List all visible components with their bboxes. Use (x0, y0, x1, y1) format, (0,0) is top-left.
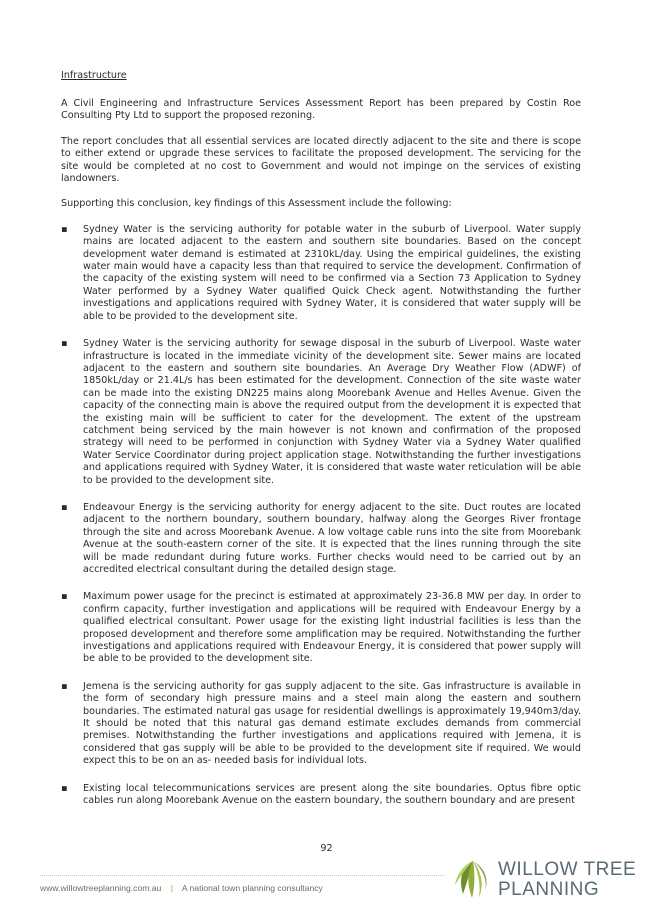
bullet-marker: ▪ (61, 223, 68, 235)
willow-tree-planning-logo (451, 858, 637, 902)
section-heading: Infrastructure (61, 70, 127, 81)
bullet-marker: ▪ (61, 501, 68, 513)
bullet-marker: ▪ (61, 680, 68, 692)
footer-info (40, 883, 323, 893)
finding-sewage (61, 338, 581, 487)
bullet-marker: ▪ (61, 591, 68, 603)
finding-power-usage (61, 591, 581, 665)
footer-tagline: A national town planning consultancy (181, 883, 323, 893)
finding-potable-water (61, 224, 581, 323)
finding-text: Endeavour Energy is the servicing authority for energy adjacent to the site. Duct routes are located adjacent to the northern boundary, southern boundary, halfway along the Georges River frontage through the site and across Moorebank Avenue. A low voltage cable runs into the site from Moorebank Avenue at the south-eastern corner of the site. It is expected that the lines running through the site will be made redundant during future works. Further checks would need to be carried out by an accredited electrical consultant during the detailed design stage. (83, 501, 581, 575)
finding-gas (61, 681, 581, 768)
footer-divider (40, 875, 445, 876)
findings-intro-paragraph: Supporting this conclusion, key findings of this Assessment include the following: (61, 198, 452, 210)
logo-line-1: WILLOW TREE (498, 859, 637, 880)
finding-text: Jemena is the servicing authority for gas supply adjacent to the site. Gas infrastructure is available in the form of secondary high pressure mains and a steel main along the eastern and southern boundaries. The estimated natural gas usage for residential dwellings is approximately 19,940m3/day. It should be noted that this natural gas demand estimate excludes demands from commercial premises. Notwithstanding the further investigations and applications required with Jemena, it is considered that gas supply will be able to be provided to the development site if required. We would expect this to be on an as- needed basis for individual lots. (83, 680, 581, 767)
willow-leaf-icon (451, 858, 495, 902)
conclusion-paragraph: The report concludes that all essential services are located directly adjacent to the site and there is scope to either extend or upgrade these services to facilitate the proposed development. The servicing for the site would be completed at no cost to Government and would not impinge on the services of existing landowners. (61, 135, 581, 185)
bullet-marker: ▪ (61, 338, 68, 350)
footer-separator: | (170, 883, 173, 893)
finding-text: Maximum power usage for the precinct is estimated at approximately 23-36.8 MW per day. In order to confirm capacity, further investigation and applications will be required with Endeavour Energy by a qualified electrical consultant. Power usage for the existing light industrial facilities is less than the proposed development and therefore some amplification may be required. Notwithstanding the further investigations and applications required with Endeavour Energy, it is considered that power supply will be able to be provided to the development site. (83, 591, 581, 665)
findings-list (61, 224, 581, 808)
finding-text: Sydney Water is the servicing authority for sewage disposal in the suburb of Liverpool. Waste water infrastructure is located in the immediate vicinity of the development site. Sewer mains are located adjacent to the eastern and southern site boundaries. An Average Dry Weather Flow (ADWF) of 1850kL/day or 21.4L/s has been estimated for the development. Connection of the site waste water can be made into the existing DN225 mains along Moorebank Avenue and Helles Avenue. Given the capacity of the connecting main is above the required output from the development it is expected that the existing main will be sufficient to cater for the development. The extent of the upstream catchment being serviced by the main however is not known and confirmation of the proposed strategy will need to be performed in conjunction with Sydney Water via a Sydney Water qualified Water Service Coordinator during project application stage. Notwithstanding the further investigations and applications required with Sydney Water, it is considered that waste water reticulation will be able to be provided to the development site. (83, 338, 581, 486)
bullet-marker: ▪ (61, 782, 68, 794)
intro-paragraph: A Civil Engineering and Infrastructure Services Assessment Report has been prepared by Costin Roe Consulting Pty Ltd to support the proposed rezoning. (61, 98, 581, 122)
logo-wordmark (498, 860, 636, 900)
logo-line-2: PLANNING (498, 879, 600, 900)
footer-website-link[interactable]: www.willowtreeplanning.com.au (40, 883, 162, 893)
finding-text: Existing local telecommunications services are present along the site boundaries. Optus fibre optic cables run along Moorebank Avenue on the eastern boundary, the southern boundary and are present (83, 782, 581, 807)
finding-telecommunications (61, 783, 581, 808)
document-body (61, 70, 581, 823)
finding-energy (61, 502, 581, 576)
finding-text: Sydney Water is the servicing authority for potable water in the suburb of Liverpool. Water supply mains are located adjacent to the eastern and southern site boundaries. Based on the concept development water demand is estimated at 2310kL/day. Using the empirical guidelines, the existing water main would have a capacity less than that required to service the development. Confirmation of the capacity of the existing system will need to be confirmed via a Section 73 Application to Sydney Water performed by a Sydney Water qualified Quick Check agent. Notwithstanding the further investigations and applications required with Sydney Water, it is considered that water supply will be able to be provided to the development site. (83, 223, 581, 322)
page-number: 92 (320, 843, 333, 854)
